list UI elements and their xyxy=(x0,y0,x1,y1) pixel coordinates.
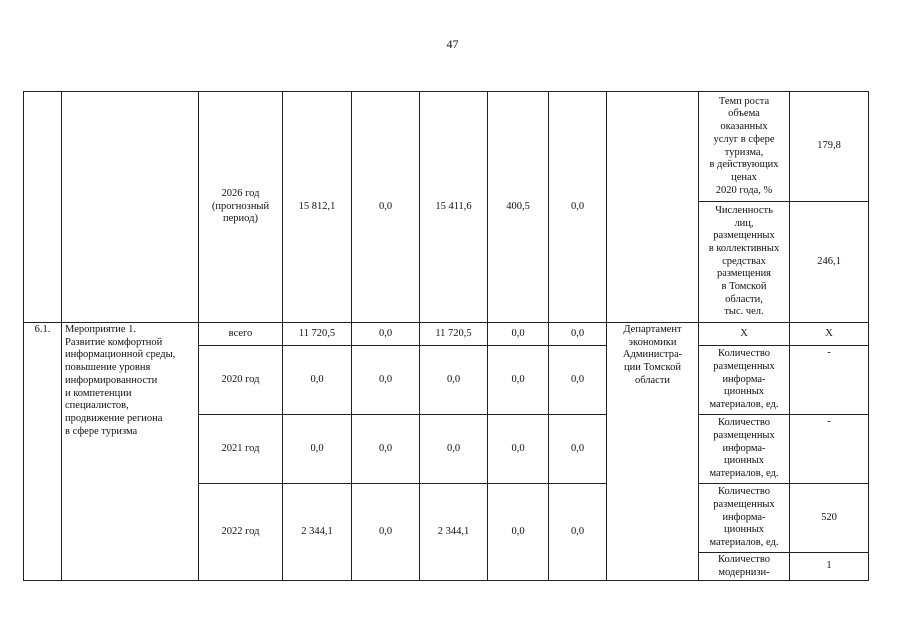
indicator-line: информа- xyxy=(722,373,766,385)
federal-cell: 0,0 xyxy=(352,92,420,323)
indicator-line: размещенных xyxy=(713,360,775,372)
period-cell xyxy=(199,92,283,323)
federal-cell: 0,0 xyxy=(352,415,420,484)
measure-name-line: Развитие комфортной xyxy=(65,336,163,348)
period-cell: 2022 год xyxy=(199,484,283,581)
executor-cell xyxy=(607,323,699,581)
indicator-line: размещенных xyxy=(713,230,775,242)
page-number: 47 xyxy=(446,37,459,51)
indicator-line: Количество xyxy=(717,417,771,429)
measure-name-line: информационной среды, xyxy=(65,349,176,361)
local-cell: 0,0 xyxy=(488,346,549,415)
extra-cell: 0,0 xyxy=(549,323,607,346)
executor-line: Администра- xyxy=(622,349,683,361)
indicator-value: - xyxy=(790,346,869,415)
total-cell: 15 812,1 xyxy=(283,92,352,323)
total-cell: 11 720,5 xyxy=(283,323,352,346)
measure-cell-empty xyxy=(62,92,199,323)
measure-name xyxy=(62,323,199,581)
local-cell: 0,0 xyxy=(488,323,549,346)
measure-name-line: повышение уровня xyxy=(65,362,151,374)
federal-cell: 0,0 xyxy=(352,484,420,581)
indicator-line: в действующих xyxy=(709,159,779,171)
measure-name-line: продвижение региона xyxy=(65,412,163,424)
measure-name-line: специалистов, xyxy=(65,400,129,412)
indicator-line: средствах xyxy=(722,255,766,267)
indicator-line: размещения xyxy=(716,268,772,280)
extra-cell: 0,0 xyxy=(549,92,607,323)
indicator-line: информа- xyxy=(722,511,766,523)
federal-cell: 0,0 xyxy=(352,323,420,346)
indicator-line: Количество xyxy=(717,348,771,360)
indicator-cell xyxy=(699,92,790,202)
indicator-line: информа- xyxy=(722,442,766,454)
indicator-value: 1 xyxy=(790,553,869,581)
indicator-line: Количество xyxy=(717,486,771,498)
executor-line: Департамент xyxy=(623,324,682,335)
indicator-line: услуг в сфере xyxy=(713,133,775,145)
total-cell: 2 344,1 xyxy=(283,484,352,581)
period-line: 2026 год xyxy=(221,187,260,199)
indicator-line: размещенных xyxy=(713,429,775,441)
measure-name-line: в сфере туризма xyxy=(65,425,138,437)
extra-cell: 0,0 xyxy=(549,415,607,484)
indicator-cell xyxy=(699,553,790,581)
executor-line: экономики xyxy=(628,336,677,348)
total-cell: 0,0 xyxy=(283,415,352,484)
executor-line: области xyxy=(634,374,671,386)
indicator-line: материалов, ед. xyxy=(709,468,779,480)
indicator-cell: Х xyxy=(699,323,790,346)
indicator-line: ционных xyxy=(723,386,765,398)
local-cell: 0,0 xyxy=(488,415,549,484)
indicator-line: Темп роста xyxy=(718,95,770,107)
indicator-value: 179,8 xyxy=(790,92,869,202)
indicator-cell xyxy=(699,202,790,323)
indicator-line: области, xyxy=(725,293,763,305)
indicator-line: в Томской xyxy=(721,281,767,293)
regional-cell: 11 720,5 xyxy=(420,323,488,346)
table-row-2026-a xyxy=(24,92,869,202)
indicator-line: ценах xyxy=(731,171,757,183)
period-cell: всего xyxy=(199,323,283,346)
indicator-cell xyxy=(699,346,790,415)
program-table xyxy=(23,91,869,581)
period-line: период) xyxy=(223,213,258,225)
total-cell: 0,0 xyxy=(283,346,352,415)
executor-cell-empty xyxy=(607,92,699,323)
indicator-line: модернизи- xyxy=(718,566,770,578)
indicator-value: 246,1 xyxy=(790,202,869,323)
executor-line: ции Томской xyxy=(624,362,681,374)
indicator-line: материалов, ед. xyxy=(709,399,779,411)
indicator-line: Численность xyxy=(715,204,773,216)
table-row-total xyxy=(24,323,869,346)
measure-number: 6.1. xyxy=(24,323,62,581)
indicator-line: объема xyxy=(728,108,760,120)
indicator-value: Х xyxy=(790,323,869,346)
federal-cell: 0,0 xyxy=(352,346,420,415)
extra-cell: 0,0 xyxy=(549,346,607,415)
measure-name-line: информированности xyxy=(65,374,158,386)
indicator-line: тыс. чел. xyxy=(724,306,764,318)
extra-cell: 0,0 xyxy=(549,484,607,581)
indicator-value: - xyxy=(790,415,869,484)
regional-cell: 0,0 xyxy=(420,415,488,484)
measure-name-line: Мероприятие 1. xyxy=(65,324,137,335)
indicator-value: 520 xyxy=(790,484,869,553)
indicator-line: Количество xyxy=(717,554,771,565)
indicator-line: оказанных xyxy=(720,121,768,133)
indicator-line: 2020 года, % xyxy=(715,184,773,196)
indicator-cell xyxy=(699,484,790,553)
indicator-line: ционных xyxy=(723,524,765,536)
indicator-line: материалов, ед. xyxy=(709,537,779,549)
indicator-line: в коллективных xyxy=(708,242,780,254)
measure-name-line: и компетенции xyxy=(65,387,132,399)
regional-cell: 2 344,1 xyxy=(420,484,488,581)
local-cell: 400,5 xyxy=(488,92,549,323)
indicator-line: размещенных xyxy=(713,498,775,510)
indicator-line: лиц, xyxy=(734,217,754,229)
number-cell-empty xyxy=(24,92,62,323)
indicator-cell xyxy=(699,415,790,484)
indicator-line: туризма, xyxy=(724,146,764,158)
period-cell: 2020 год xyxy=(199,346,283,415)
period-line: (прогнозный xyxy=(211,200,270,212)
local-cell: 0,0 xyxy=(488,484,549,581)
period-cell: 2021 год xyxy=(199,415,283,484)
regional-cell: 15 411,6 xyxy=(420,92,488,323)
regional-cell: 0,0 xyxy=(420,346,488,415)
indicator-line: ционных xyxy=(723,455,765,467)
